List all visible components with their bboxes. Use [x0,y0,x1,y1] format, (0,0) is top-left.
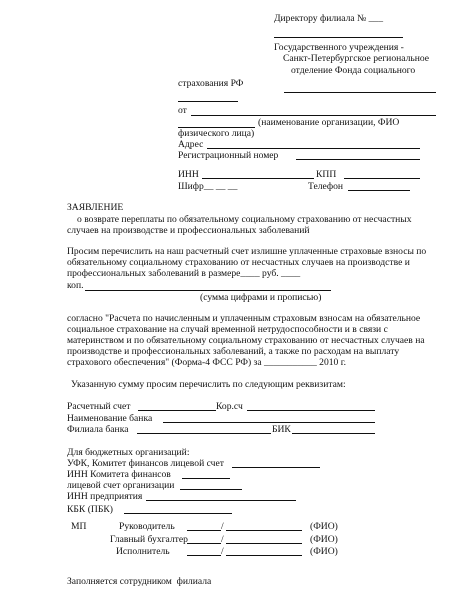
addressee-institution-2: Санкт-Петербургское региональное [283,53,430,64]
accountant-name-field[interactable] [226,543,302,544]
inn-field[interactable] [202,178,314,179]
person-hint: физического лица) [178,128,255,139]
footer-note: Заполняется сотрудником филиала [67,576,212,587]
accountant-fio-label: (ФИО) [310,534,338,545]
inn-committee-label: ИНН Комитета финансов [67,469,171,480]
addressee-institution-3: отделение Фонда социального [291,65,416,76]
sum-field[interactable] [85,290,331,291]
from-line [191,115,436,116]
inn-label: ИНН [178,169,199,180]
executor-slash: / [221,546,224,557]
personal-account-field[interactable] [180,489,242,490]
executor-name-field[interactable] [226,555,302,556]
reg-number-label: Регистрационный номер [178,150,279,161]
reg-number-field[interactable] [296,159,420,160]
ufk-label: УФК, Комитет финансов лицевой счет [67,458,224,469]
addressee-institution-1: Государственного учреждения - [274,42,404,53]
from-label: от [178,105,187,116]
document-subject: о возврате переплаты по обязательному социальному страхованию от несчастных случаев на производстве и профессиональных заболеваний [67,214,412,237]
addressee-line-2 [284,92,436,93]
budget-heading: Для бюджетных организаций: [67,447,190,458]
kbk-field[interactable] [124,513,232,514]
head-fio-label: (ФИО) [310,521,338,532]
kbk-label: КБК (ПБК) [67,504,113,515]
branch-field[interactable] [137,433,271,434]
executor-signature-field[interactable] [187,555,221,556]
executor-fio-label: (ФИО) [310,546,338,557]
address-label: Адрес [178,139,204,150]
personal-account-label: лицевой счет организации [67,480,175,491]
kpp-label: КПП [316,169,337,180]
stamp-label: МП [71,521,87,532]
details-intro: Указанную сумму просим перечислить по следующим реквизитам: [71,379,346,390]
inn-committee-field[interactable] [182,478,230,479]
accountant-label: Главный бухгалтер [110,534,188,545]
accountant-signature-field[interactable] [187,543,221,544]
bik-label: БИК [272,424,291,435]
addressee-blank-line [274,37,403,38]
branch-label: Филиала банка [67,424,129,435]
sum-hint: (сумма цифрами и прописью) [200,292,322,303]
addressee-director: Директору филиала № ___ [274,13,383,24]
head-label: Руководитель [119,521,175,532]
document-title: ЗАЯВЛЕНИЕ [67,202,124,213]
head-signature-field[interactable] [187,530,221,531]
corr-account-field[interactable] [247,410,375,411]
bik-field[interactable] [292,433,375,434]
according-paragraph: согласно "Расчета по начисленным и уплаченным страховым взносам на обязательное социальное страхование на случай временной нетрудоспособности и в связи с материнством и по обязательному социальному страхованию от несчастных случаев на производстве и профессиональных заболеваний, а также по расходам на выплату страхового обеспечения" (Форма-4 ФСС РФ) за ___________ 2010 г. [67,313,425,369]
bank-name-field[interactable] [163,422,375,423]
account-label: Расчетный счет [67,401,131,412]
org-hint: (наименование организации, ФИО [258,117,400,128]
accountant-slash: / [221,534,224,545]
phone-field[interactable] [348,190,410,191]
corr-account-label: Кор.сч [216,401,243,412]
inn-enterprise-label: ИНН предприятия [67,491,143,502]
cipher-label: Шифр__ __ __ [178,181,238,192]
address-field[interactable] [207,148,420,149]
addressee-institution-4: страхования РФ [178,78,244,89]
ufk-field[interactable] [232,467,320,468]
kop-label: коп. [67,280,84,291]
addressee-line-3 [178,101,238,102]
head-slash: / [221,521,224,532]
bank-name-label: Наименование банка [67,413,153,424]
account-field[interactable] [138,410,216,411]
kpp-field[interactable] [344,178,420,179]
phone-label: Телефон [308,181,344,192]
executor-label: Исполнитель [116,546,170,557]
inn-enterprise-field[interactable] [146,500,296,501]
head-name-field[interactable] [226,530,302,531]
request-paragraph: Просим перечислить на наш расчетный счет излишне уплаченные страховые взносы по обязательному социальному страхованию от несчастных случаев на производстве и профессиональных заболеваний в размере____ руб. ____ [67,246,427,280]
